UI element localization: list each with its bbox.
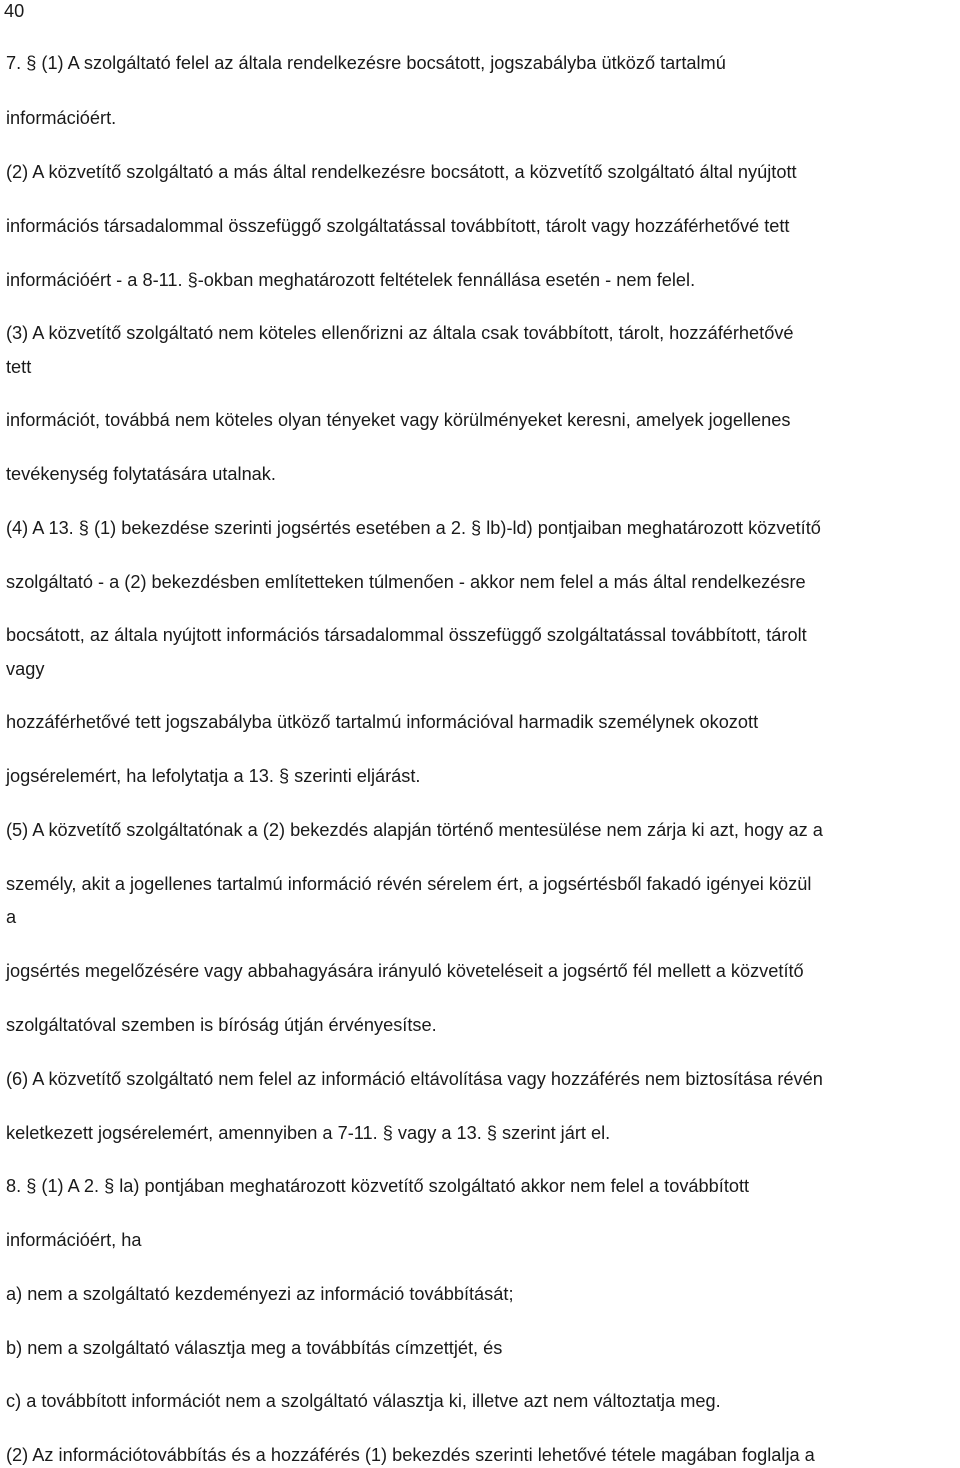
text-line: szolgáltató - a (2) bekezdésben említetteken túlmenően - akkor nem felel a más által rendelkezésre: [6, 572, 806, 592]
text-line: (2) A közvetítő szolgáltató a más által rendelkezésre bocsátott, a közvetítő szolgáltató által nyújtott: [6, 162, 797, 182]
text-line: tevékenység folytatására utalnak.: [6, 464, 276, 484]
text-line: (2) Az információtovábbítás és a hozzáférés (1) bekezdés szerinti lehetővé tétele magában foglalja a: [6, 1445, 815, 1465]
text-line: (4) A 13. § (1) bekezdése szerinti jogsértés esetében a 2. § lb)-ld) pontjaiban meghatározott közvetítő: [6, 518, 821, 538]
text-line: 7. § (1) A szolgáltató felel az általa rendelkezésre bocsátott, jogszabályba ütköző tartalmú: [6, 53, 726, 73]
text-line: jogsérelemért, ha lefolytatja a 13. § szerinti eljárást.: [6, 766, 421, 786]
text-line: (3) A közvetítő szolgáltató nem köteles ellenőrizni az általa csak továbbított, tárolt, hozzáférhetővé: [6, 323, 794, 343]
text-line: keletkezett jogsérelemért, amennyiben a 7-11. § vagy a 13. § szerint járt el.: [6, 1123, 611, 1143]
text-line: információért, ha: [6, 1230, 142, 1250]
text-line: hozzáférhetővé tett jogszabályba ütköző tartalmú információval harmadik személynek okozott: [6, 712, 759, 732]
text-line: bocsátott, az általa nyújtott információs társadalommal összefüggő szolgáltatással továbbított, tárolt: [6, 625, 807, 645]
text-line: információt, továbbá nem köteles olyan tényeket vagy körülményeket keresni, amelyek jogellenes: [6, 410, 791, 430]
text-line: információs társadalommal összefüggő szolgáltatással továbbított, tárolt vagy hozzáférhetővé tett: [6, 216, 790, 236]
text-line: vagy: [6, 659, 45, 679]
text-line: tett: [6, 357, 32, 377]
text-line: b) nem a szolgáltató választja meg a továbbítás címzettjét, és: [6, 1338, 503, 1358]
text-line: (6) A közvetítő szolgáltató nem felel az információ eltávolítása vagy hozzáférés nem biztosítása révén: [6, 1069, 823, 1089]
text-line: információért.: [6, 108, 117, 128]
text-line: jogsértés megelőzésére vagy abbahagyására irányuló követeléseit a jogsértő fél mellett a közvetítő: [6, 961, 804, 981]
page-number: 40: [4, 1, 25, 21]
text-line: (5) A közvetítő szolgáltatónak a (2) bekezdés alapján történő mentesülése nem zárja ki azt, hogy az a: [6, 820, 823, 840]
text-line: c) a továbbított információt nem a szolgáltató választja ki, illetve azt nem változtatja meg.: [6, 1391, 721, 1411]
text-line: a) nem a szolgáltató kezdeményezi az információ továbbítását;: [6, 1284, 514, 1304]
text-line: 8. § (1) A 2. § la) pontjában meghatározott közvetítő szolgáltató akkor nem felel a továbbított: [6, 1176, 750, 1196]
text-line: személy, akit a jogellenes tartalmú információ révén sérelem ért, a jogsértésből fakadó igényei közül: [6, 874, 812, 894]
text-line: szolgáltatóval szemben is bíróság útján érvényesítse.: [6, 1015, 437, 1035]
text-line: információért - a 8-11. §-okban meghatározott feltételek fennállása esetén - nem felel.: [6, 270, 696, 290]
text-line: a: [6, 907, 17, 927]
